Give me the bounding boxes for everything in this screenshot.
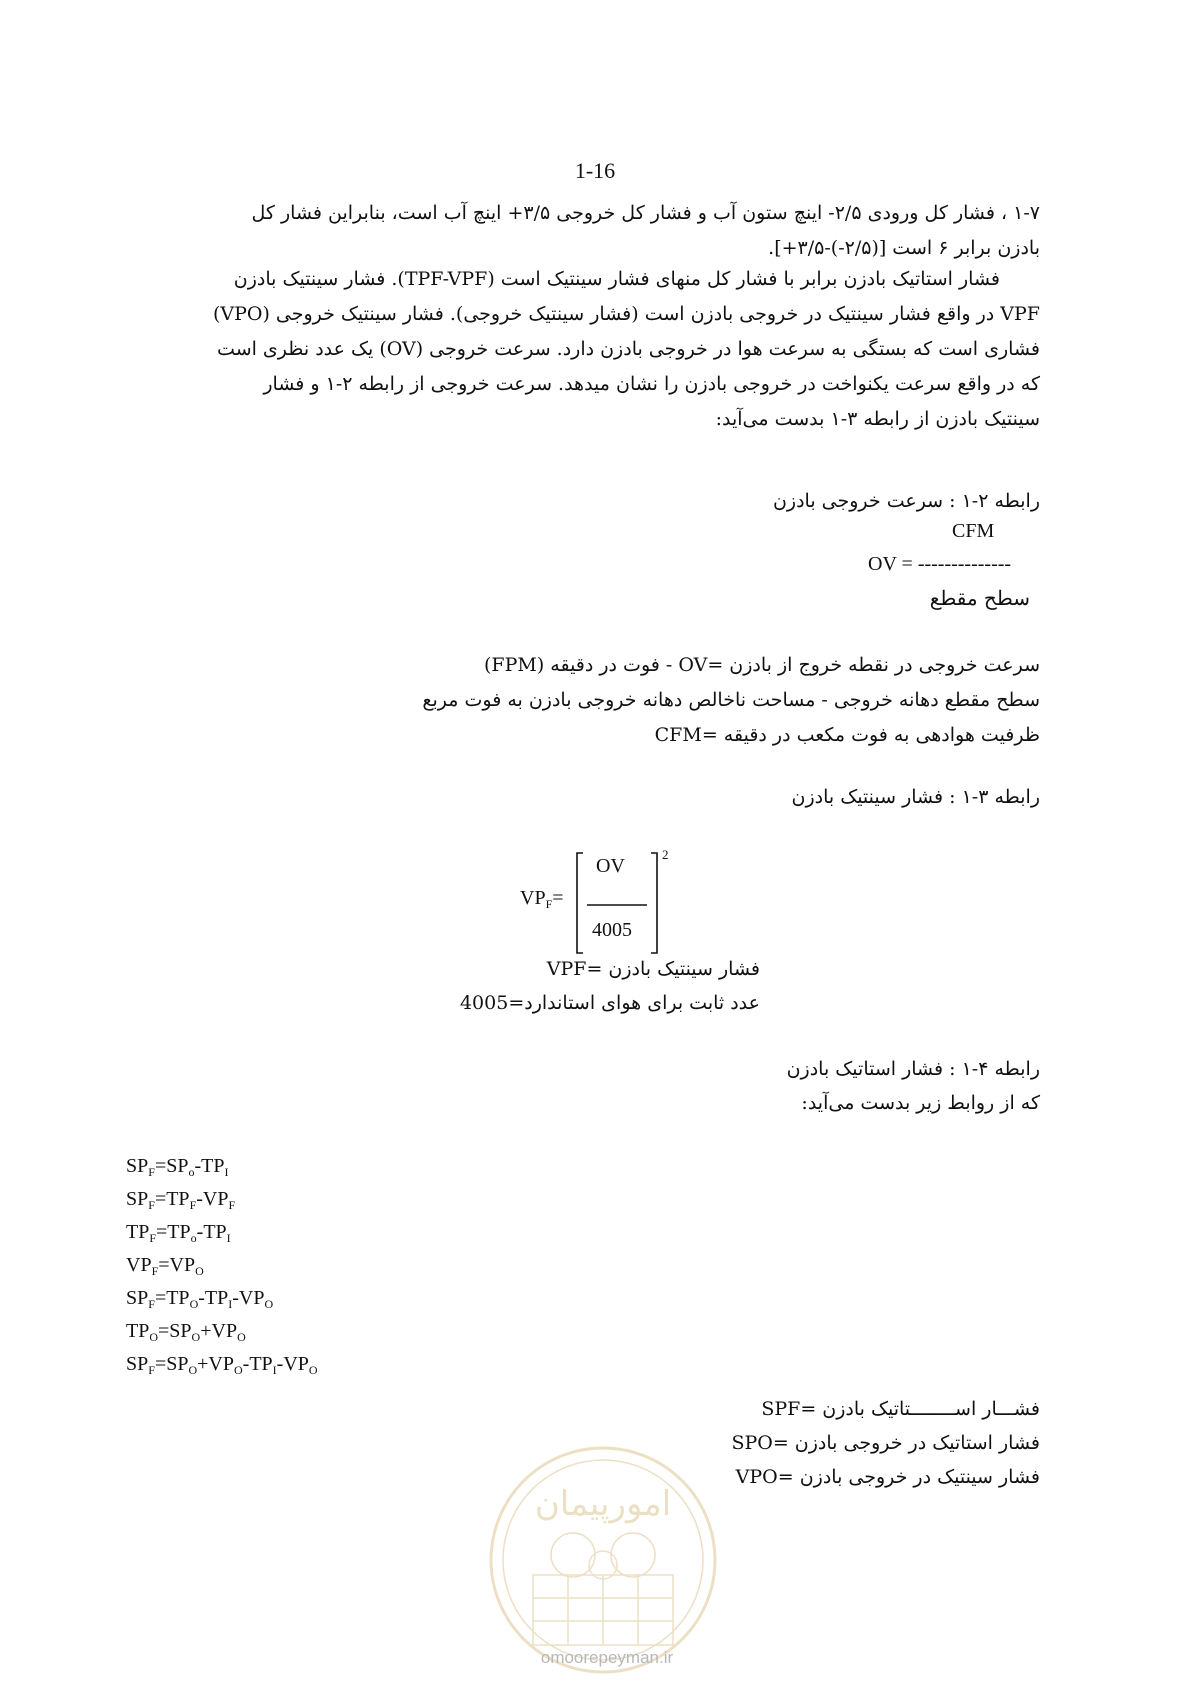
relation-3-exponent: 2 [662, 847, 669, 862]
paragraph-2-line-3: فشاری است که بستگی به سرعت هوا در خروجی بادزن دارد. سرعت خروجی (OV) یک عدد نظری است [217, 338, 1040, 360]
paragraph-2-line-2: VPF در واقع فشار سینتیک در خروجی بادزن است (فشار سینتیک خروجی). فشار سینتیک خروجی (VPO) [212, 303, 1040, 325]
equation-6: $TP_O=SP_O+VP_O$ [126, 1320, 246, 1344]
page-number: 1-16 [574, 158, 616, 183]
relation-3-numerator: OV [596, 855, 625, 877]
paragraph-1-line-2: بادزن برابر ۶ است [(۲/۵-)-۳/۵+]. [768, 237, 1040, 259]
relation-2-title: رابطه ۲-۱ : سرعت خروجی بادزن [772, 490, 1040, 512]
relation-2-lhs: OV = [868, 553, 913, 575]
paragraph-2-line-4: که در واقع سرعت یکنواخت در خروجی بادزن را نشان میدهد. سرعت خروجی از رابطه ۲-۱ و فشار [263, 373, 1040, 395]
watermark-logo-text: امورپیمان [534, 1484, 672, 1524]
legend-vpo: فشار سینتیک در خروجی بادزن =VPO [735, 1466, 1040, 1488]
watermark-url: omoorepeyman.ir [540, 1648, 674, 1667]
paragraph-1 [122, 196, 1040, 266]
relation-4-title: رابطه ۴-۱ : فشار استاتیک بادزن [786, 1058, 1040, 1080]
definition-4005: عدد ثابت برای هوای استاندارد=4005 [459, 992, 760, 1014]
relation-3-title: رابطه ۳-۱ : فشار سینتیک بادزن [791, 786, 1040, 808]
relation-2-definitions [300, 648, 1040, 753]
legend-spf: فشـــار اســــــــتاتیک بادزن =SPF [761, 1398, 1040, 1420]
equation-2: $SP_F=TP_F-VP_F$ [126, 1188, 236, 1212]
legend-spo: فشار استاتیک در خروجی بادزن =SPO [731, 1432, 1040, 1454]
relation-3-definitions [450, 952, 760, 1020]
relation-2-denominator: سطح مقطع [929, 586, 1030, 610]
paragraph-2 [122, 262, 1040, 437]
relation-3-lhs: $VP_F=$ [520, 887, 564, 911]
definition-ov: سرعت خروجی در نقطه خروج از بادزن =OV - فوت در دقیقه (FPM) [483, 654, 1040, 676]
paragraph-2-line-5: سینتیک بادزن از رابطه ۳-۱ بدست می‌آید: [715, 408, 1040, 430]
relation-2-fraction [868, 553, 1011, 576]
relation-4-block [520, 1052, 1040, 1120]
definition-cfm: ظرفیت هوادهی به فوت مکعب در دقیقه =CFM [654, 724, 1040, 746]
equation-7: $SP_F=SP_O+VP_O-TP_I-VP_O$ [126, 1353, 318, 1377]
definition-area: سطح مقطع دهانه خروجی - مساحت ناخالص دهانه خروجی بادزن به فوت مربع [422, 689, 1040, 711]
relation-4-subtitle: که از روابط زیر بدست می‌آید: [801, 1092, 1040, 1114]
equation-1: $SP_F=SP_o-TP_I$ [126, 1155, 229, 1179]
relation-3-denominator: 4005 [592, 919, 632, 941]
equation-3: $TP_F=TP_o-TP_I$ [126, 1221, 231, 1245]
definition-vpf: فشار سینتیک بادزن =VPF [546, 958, 760, 980]
paragraph-2-line-1: فشار استاتیک بادزن برابر با فشار کل منهای فشار سینتیک است (TPF-VPF). فشار سینتیک بادزن [233, 268, 1000, 290]
equation-5: $SP_F=TP_O-TP_I-VP_O$ [126, 1287, 274, 1311]
equation-4: $VP_F=VP_O$ [126, 1254, 204, 1278]
equation-list [126, 1150, 526, 1381]
relation-3-brackets [575, 849, 685, 959]
relation-2-dashes: -------------- [917, 553, 1012, 575]
relation-2-numerator: CFM [952, 520, 995, 542]
paragraph-1-line-1: ۱-۷ ، فشار کل ورودی ۲/۵- اینچ ستون آب و فشار کل خروجی ۳/۵+ اینچ آب است، بنابراین فشار کل [251, 202, 1040, 224]
